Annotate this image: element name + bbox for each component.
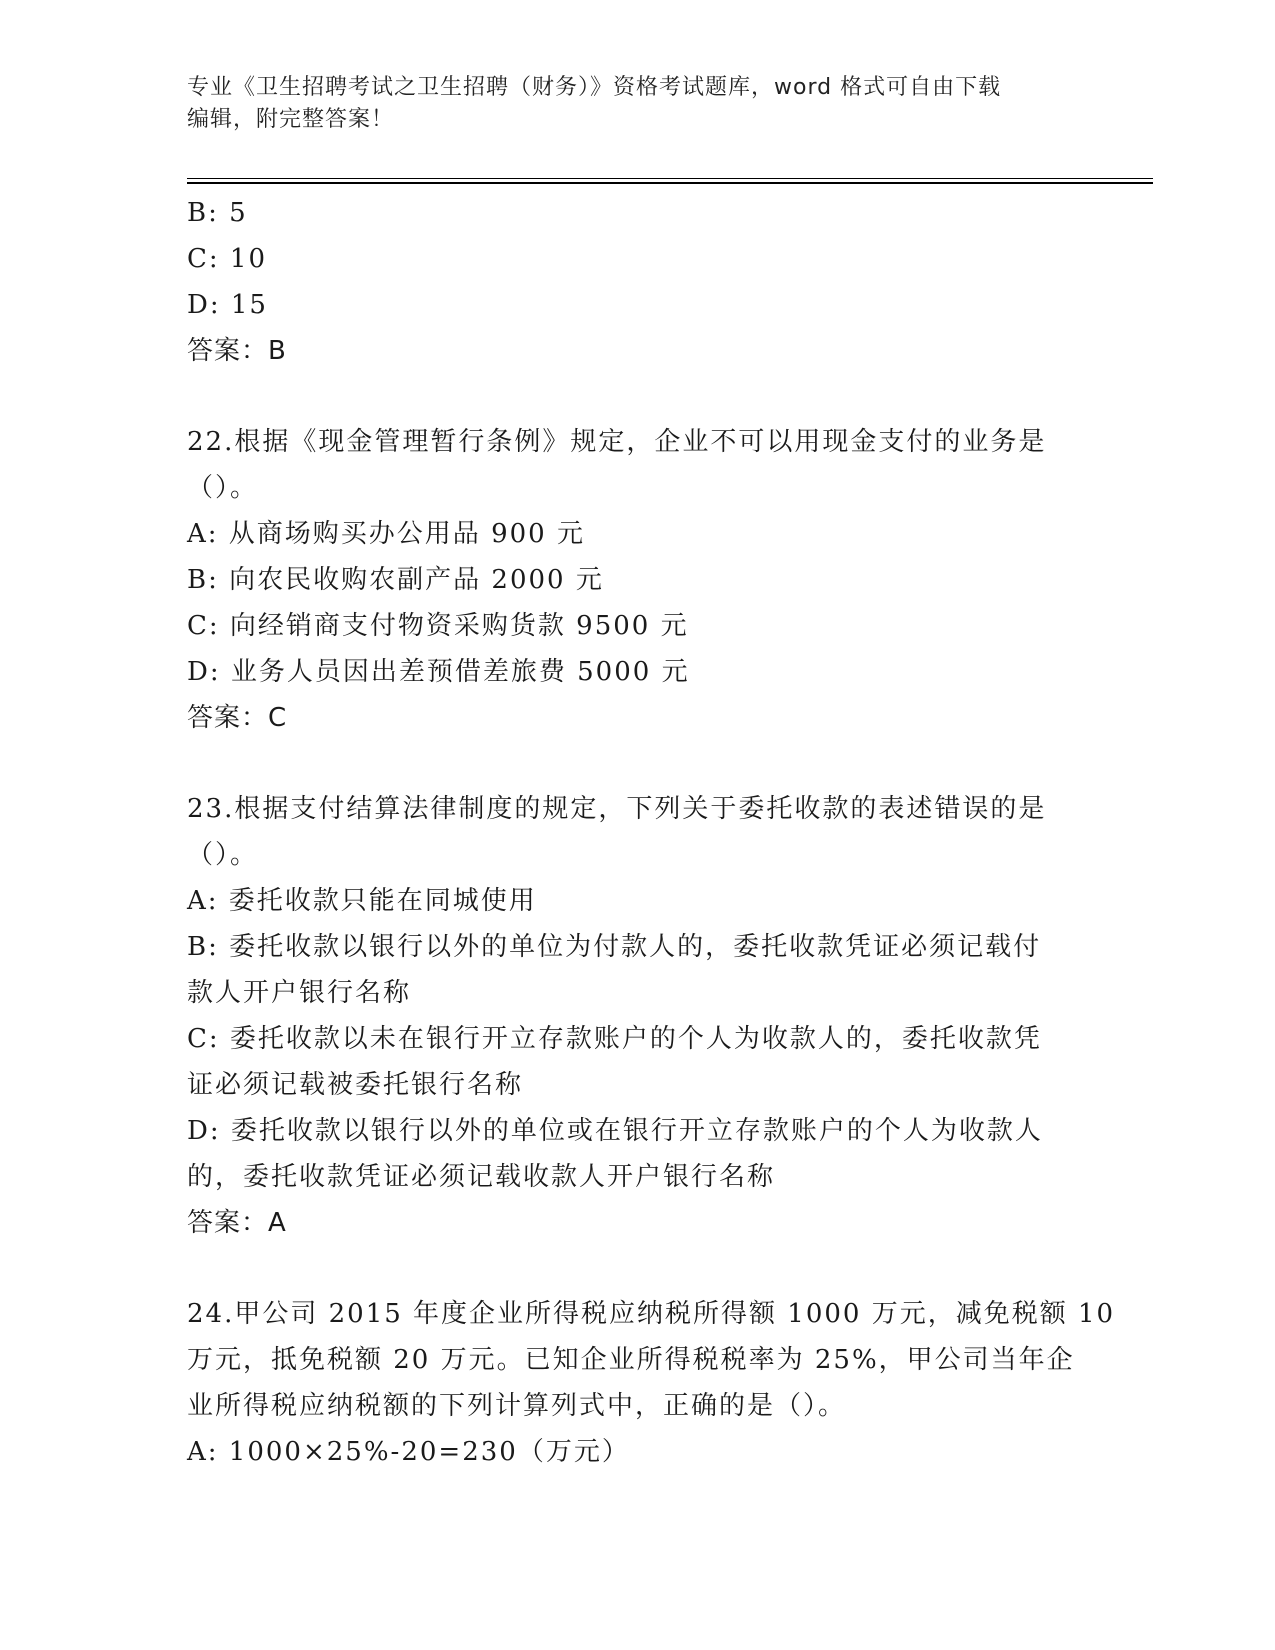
option-c-cont: 证必须记载被委托银行名称 (187, 1070, 524, 1100)
question-stem-cont-2: 业所得税应纳税额的下列计算列式中，正确的是（）。 (187, 1391, 847, 1421)
question-stem-cont: （）。 (187, 473, 259, 503)
option-c: C: 向经销商支付物资采购货款 9500 元 (187, 611, 689, 641)
header-line-1: 专业《卫生招聘考试之卫生招聘（财务）》资格考试题库，word 格式可自由下载 (187, 75, 1002, 100)
header-line-2: 编辑，附完整答案！ (187, 107, 395, 132)
option-d: D: 委托收款以银行以外的单位或在银行开立存款账户的个人为收款人 (187, 1116, 1043, 1146)
header-divider-thick (187, 182, 1153, 184)
question-stem: 24.甲公司 2015 年度企业所得税应纳税所得额 1000 万元，减免税额 10 (187, 1299, 1116, 1329)
option-b: B: 向农民收购农副产品 2000 元 (187, 565, 604, 595)
question-23 (187, 786, 1077, 1246)
question-list (187, 190, 1116, 1475)
option-d: D: 15 (187, 290, 268, 320)
option-b: B: 委托收款以银行以外的单位为付款人的，委托收款凭证必须记载付 (187, 932, 1042, 962)
option-d: D: 业务人员因出差预借差旅费 5000 元 (187, 657, 690, 687)
option-a: A: 从商场购买办公用品 900 元 (187, 519, 585, 549)
question-stem-cont: 万元，抵免税额 20 万元。已知企业所得税税率为 25%，甲公司当年企 (187, 1345, 1075, 1375)
answer: 答案：C (187, 703, 288, 733)
answer: 答案：B (187, 336, 287, 366)
answer: 答案：A (187, 1208, 287, 1238)
document-header (187, 72, 1067, 136)
question-24 (187, 1291, 1116, 1475)
header-divider-thin (187, 178, 1153, 179)
question-22 (187, 419, 1077, 741)
option-d-cont: 的，委托收款凭证必须记载收款人开户银行名称 (187, 1162, 776, 1192)
question-stem-cont: （）。 (187, 840, 259, 870)
option-a: A: 1000×25%-20=230（万元） (187, 1437, 630, 1467)
option-c: C: 委托收款以未在银行开立存款账户的个人为收款人的，委托收款凭 (187, 1024, 1042, 1054)
question-21-tail (187, 190, 1077, 374)
question-stem: 23.根据支付结算法律制度的规定，下列关于委托收款的表述错误的是 (187, 794, 1047, 824)
option-b-cont: 款人开户银行名称 (187, 978, 412, 1008)
option-a: A: 委托收款只能在同城使用 (187, 886, 537, 916)
option-c: C: 10 (187, 244, 268, 274)
option-b: B: 5 (187, 198, 248, 228)
question-stem: 22.根据《现金管理暂行条例》规定，企业不可以用现金支付的业务是 (187, 427, 1047, 457)
